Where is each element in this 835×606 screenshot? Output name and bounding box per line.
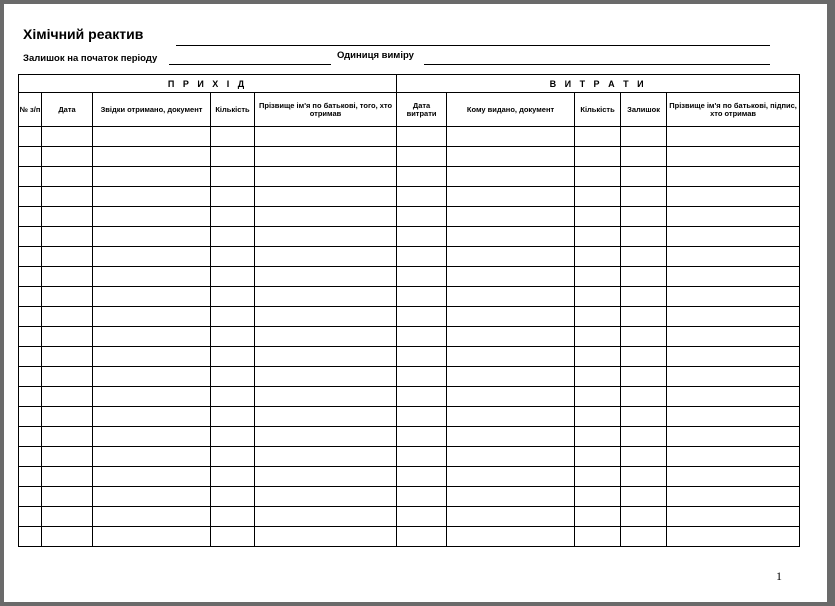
table-cell — [621, 367, 667, 387]
table-cell — [397, 167, 447, 187]
table-cell — [211, 467, 255, 487]
table-cell — [42, 387, 93, 407]
table-row — [19, 327, 800, 347]
table-cell — [397, 527, 447, 547]
table-cell — [575, 227, 621, 247]
table-cell — [397, 287, 447, 307]
table-cell — [211, 287, 255, 307]
table-cell — [397, 207, 447, 227]
table-row — [19, 147, 800, 167]
table-cell — [575, 267, 621, 287]
table-cell — [397, 427, 447, 447]
table-cell — [621, 407, 667, 427]
table-row — [19, 367, 800, 387]
table-cell — [447, 367, 575, 387]
table-cell — [667, 207, 800, 227]
table-cell — [255, 367, 397, 387]
table-cell — [667, 247, 800, 267]
table-cell — [621, 327, 667, 347]
table-cell — [93, 527, 211, 547]
table-cell — [621, 267, 667, 287]
table-row — [19, 167, 800, 187]
table-row — [19, 467, 800, 487]
table-cell — [397, 327, 447, 347]
table-cell — [211, 327, 255, 347]
table-cell — [255, 327, 397, 347]
table-cell — [397, 467, 447, 487]
table-cell — [667, 227, 800, 247]
table-cell — [667, 187, 800, 207]
income-section-header: П Р И Х І Д — [19, 75, 397, 93]
col-remainder: Залишок — [621, 93, 667, 127]
table-cell — [93, 467, 211, 487]
table-cell — [93, 427, 211, 447]
table-cell — [447, 467, 575, 487]
table-cell — [211, 207, 255, 227]
table-cell — [211, 447, 255, 467]
table-row — [19, 127, 800, 147]
table-cell — [255, 227, 397, 247]
table-row — [19, 447, 800, 467]
table-cell — [575, 507, 621, 527]
table-cell — [667, 467, 800, 487]
table-cell — [447, 487, 575, 507]
table-cell — [447, 507, 575, 527]
table-cell — [447, 327, 575, 347]
table-cell — [667, 347, 800, 367]
table-cell — [621, 427, 667, 447]
table-cell — [255, 247, 397, 267]
table-cell — [93, 407, 211, 427]
table-cell — [93, 267, 211, 287]
table-cell — [19, 487, 42, 507]
table-cell — [42, 227, 93, 247]
table-cell — [255, 447, 397, 467]
table-cell — [211, 307, 255, 327]
table-cell — [211, 487, 255, 507]
table-cell — [575, 127, 621, 147]
table-cell — [211, 427, 255, 447]
table-cell — [93, 227, 211, 247]
table-cell — [667, 167, 800, 187]
table-cell — [447, 307, 575, 327]
table-row — [19, 187, 800, 207]
table-cell — [621, 387, 667, 407]
table-cell — [19, 167, 42, 187]
table-cell — [621, 207, 667, 227]
table-cell — [397, 267, 447, 287]
ledger-body — [19, 127, 800, 547]
table-cell — [255, 127, 397, 147]
table-cell — [42, 247, 93, 267]
table-cell — [255, 207, 397, 227]
table-cell — [575, 287, 621, 307]
table-cell — [93, 387, 211, 407]
table-cell — [667, 287, 800, 307]
table-cell — [255, 347, 397, 367]
table-cell — [397, 307, 447, 327]
col-issued-to: Кому видано, документ — [447, 93, 575, 127]
unit-label: Одиниця виміру — [337, 50, 414, 61]
table-cell — [42, 467, 93, 487]
table-row — [19, 287, 800, 307]
table-cell — [211, 407, 255, 427]
col-number: № з/п — [19, 93, 42, 127]
table-cell — [42, 187, 93, 207]
table-cell — [667, 407, 800, 427]
table-cell — [621, 247, 667, 267]
table-cell — [575, 487, 621, 507]
table-cell — [19, 207, 42, 227]
table-cell — [42, 527, 93, 547]
document-page — [4, 4, 827, 602]
table-cell — [575, 347, 621, 367]
table-cell — [667, 127, 800, 147]
table-cell — [42, 427, 93, 447]
table-cell — [447, 127, 575, 147]
table-cell — [19, 147, 42, 167]
table-cell — [255, 507, 397, 527]
table-cell — [397, 487, 447, 507]
table-cell — [211, 147, 255, 167]
table-cell — [42, 307, 93, 327]
table-cell — [397, 387, 447, 407]
table-cell — [93, 127, 211, 147]
table-cell — [397, 347, 447, 367]
table-cell — [621, 227, 667, 247]
table-cell — [93, 287, 211, 307]
table-row — [19, 307, 800, 327]
table-cell — [19, 427, 42, 447]
table-cell — [255, 407, 397, 427]
table-cell — [93, 447, 211, 467]
table-cell — [667, 387, 800, 407]
table-cell — [19, 527, 42, 547]
table-cell — [621, 447, 667, 467]
table-row — [19, 407, 800, 427]
table-cell — [447, 167, 575, 187]
table-cell — [93, 147, 211, 167]
table-cell — [255, 427, 397, 447]
table-cell — [19, 447, 42, 467]
table-cell — [621, 467, 667, 487]
table-cell — [42, 287, 93, 307]
table-cell — [42, 507, 93, 527]
table-cell — [667, 147, 800, 167]
table-cell — [621, 527, 667, 547]
table-cell — [19, 367, 42, 387]
table-cell — [447, 527, 575, 547]
expense-section-header: В И Т Р А Т И — [397, 75, 800, 93]
table-cell — [447, 187, 575, 207]
page-number: 1 — [776, 569, 782, 583]
table-row — [19, 527, 800, 547]
table-row — [19, 227, 800, 247]
table-cell — [93, 207, 211, 227]
table-cell — [19, 127, 42, 147]
table-cell — [19, 267, 42, 287]
table-cell — [255, 307, 397, 327]
table-row — [19, 247, 800, 267]
reagent-title: Хімічний реактив — [23, 26, 144, 42]
table-cell — [19, 507, 42, 527]
table-cell — [397, 187, 447, 207]
table-cell — [42, 487, 93, 507]
table-cell — [255, 527, 397, 547]
table-cell — [621, 287, 667, 307]
table-cell — [93, 487, 211, 507]
table-cell — [397, 127, 447, 147]
table-cell — [397, 367, 447, 387]
table-cell — [397, 147, 447, 167]
table-cell — [667, 507, 800, 527]
table-cell — [447, 267, 575, 287]
table-cell — [255, 167, 397, 187]
table-cell — [211, 387, 255, 407]
table-cell — [19, 247, 42, 267]
table-cell — [19, 327, 42, 347]
table-cell — [211, 127, 255, 147]
table-cell — [93, 307, 211, 327]
table-cell — [575, 187, 621, 207]
table-cell — [211, 187, 255, 207]
table-cell — [42, 207, 93, 227]
table-cell — [93, 247, 211, 267]
table-cell — [211, 227, 255, 247]
table-cell — [397, 227, 447, 247]
table-row — [19, 387, 800, 407]
table-row — [19, 507, 800, 527]
col-quantity-out: Кількість — [575, 93, 621, 127]
table-cell — [42, 147, 93, 167]
table-cell — [447, 227, 575, 247]
table-cell — [575, 167, 621, 187]
table-row — [19, 487, 800, 507]
balance-line — [169, 64, 331, 65]
table-cell — [621, 147, 667, 167]
table-cell — [667, 447, 800, 467]
table-cell — [93, 507, 211, 527]
table-cell — [255, 147, 397, 167]
table-cell — [447, 247, 575, 267]
table-row — [19, 207, 800, 227]
table-cell — [211, 247, 255, 267]
col-receiver-in: Прізвище ім'я по батькові, того, хто отримав — [255, 93, 397, 127]
table-cell — [211, 267, 255, 287]
table-cell — [575, 367, 621, 387]
table-cell — [19, 347, 42, 367]
table-cell — [93, 167, 211, 187]
reagent-name-line — [176, 45, 770, 46]
table-cell — [575, 527, 621, 547]
table-cell — [255, 287, 397, 307]
table-cell — [447, 427, 575, 447]
table-cell — [42, 127, 93, 147]
table-cell — [42, 267, 93, 287]
table-cell — [211, 167, 255, 187]
unit-line — [424, 64, 770, 65]
table-cell — [621, 507, 667, 527]
table-cell — [255, 487, 397, 507]
table-cell — [19, 187, 42, 207]
table-cell — [621, 187, 667, 207]
table-cell — [397, 407, 447, 427]
table-cell — [575, 247, 621, 267]
table-cell — [19, 227, 42, 247]
table-cell — [575, 307, 621, 327]
table-cell — [255, 187, 397, 207]
col-quantity-in: Кількість — [211, 93, 255, 127]
table-cell — [19, 387, 42, 407]
table-cell — [447, 347, 575, 367]
reagent-ledger-table — [18, 74, 800, 547]
table-cell — [575, 467, 621, 487]
table-cell — [42, 407, 93, 427]
table-cell — [447, 387, 575, 407]
table-cell — [93, 187, 211, 207]
table-cell — [255, 267, 397, 287]
col-expense-date: Дата витрати — [397, 93, 447, 127]
table-cell — [42, 167, 93, 187]
table-cell — [667, 427, 800, 447]
table-cell — [19, 287, 42, 307]
table-cell — [42, 327, 93, 347]
table-cell — [575, 327, 621, 347]
col-receiver-out: Прізвище ім'я по батькові, підпис, хто отримав — [667, 93, 800, 127]
table-cell — [575, 207, 621, 227]
table-cell — [211, 347, 255, 367]
table-cell — [575, 147, 621, 167]
table-cell — [19, 307, 42, 327]
table-cell — [621, 127, 667, 147]
table-cell — [575, 447, 621, 467]
table-cell — [42, 367, 93, 387]
table-cell — [575, 427, 621, 447]
table-cell — [211, 507, 255, 527]
col-date: Дата — [42, 93, 93, 127]
table-row — [19, 347, 800, 367]
table-cell — [19, 467, 42, 487]
table-cell — [19, 407, 42, 427]
table-cell — [42, 447, 93, 467]
table-cell — [447, 207, 575, 227]
table-cell — [397, 507, 447, 527]
table-row — [19, 427, 800, 447]
table-cell — [93, 327, 211, 347]
table-cell — [447, 287, 575, 307]
balance-label: Залишок на початок періоду — [23, 53, 158, 64]
table-row — [19, 267, 800, 287]
table-cell — [93, 367, 211, 387]
col-source: Звідки отримано, документ — [93, 93, 211, 127]
table-cell — [621, 307, 667, 327]
table-cell — [667, 307, 800, 327]
table-cell — [447, 147, 575, 167]
table-cell — [621, 487, 667, 507]
table-cell — [667, 527, 800, 547]
table-cell — [397, 247, 447, 267]
table-cell — [211, 367, 255, 387]
table-cell — [667, 367, 800, 387]
table-cell — [255, 387, 397, 407]
table-cell — [621, 167, 667, 187]
table-cell — [575, 387, 621, 407]
table-cell — [42, 347, 93, 367]
table-cell — [575, 407, 621, 427]
table-cell — [667, 267, 800, 287]
table-cell — [211, 527, 255, 547]
table-cell — [667, 487, 800, 507]
table-cell — [667, 327, 800, 347]
table-cell — [255, 467, 397, 487]
table-cell — [447, 447, 575, 467]
table-cell — [447, 407, 575, 427]
table-cell — [397, 447, 447, 467]
table-cell — [93, 347, 211, 367]
table-cell — [621, 347, 667, 367]
